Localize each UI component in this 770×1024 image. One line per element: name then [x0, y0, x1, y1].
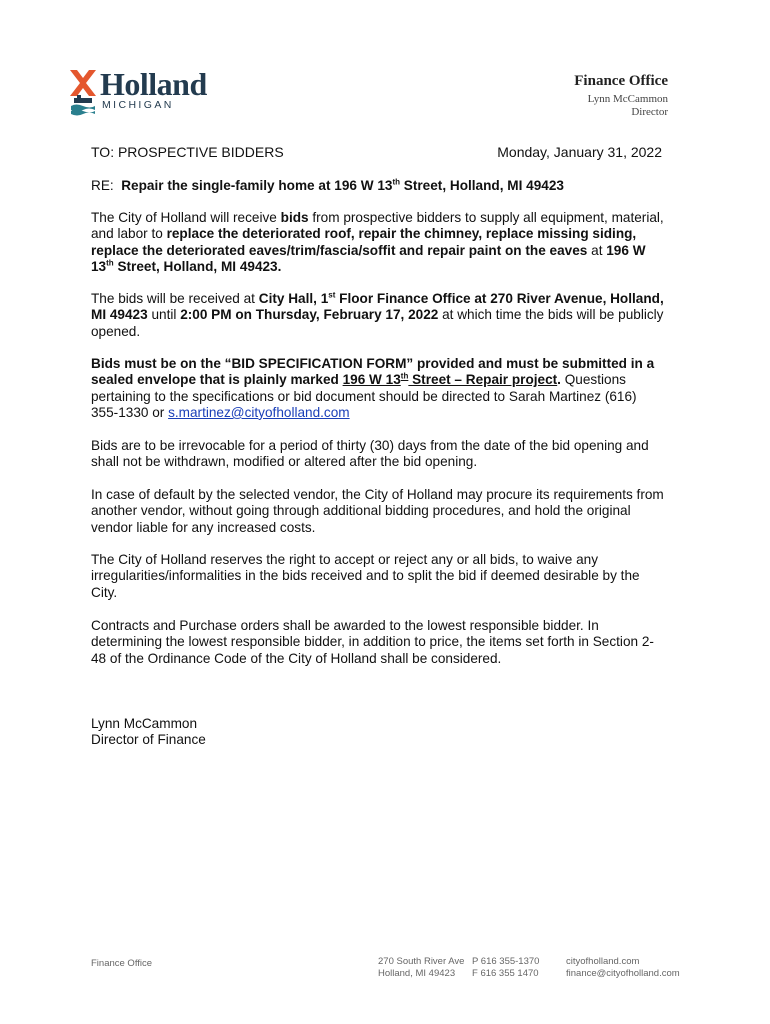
paragraph-award: Contracts and Purchase orders shall be awarded to the lowest responsible bidder. In determining the lowest responsible bidder, in addition to price, the items set forth in Section 2-48 of the Ordinance Code of the City of Holland shall be considered.	[91, 618, 654, 666]
p2-text-f: at which time the bids will be publicly opened.	[91, 307, 664, 339]
paragraph-irrevocable: Bids are to be irrevocable for a period of thirty (30) days from the date of the bid opening and shall not be withdrawn, modified or altered after the bid opening.	[91, 438, 649, 470]
signature-title: Director of Finance	[91, 732, 206, 748]
p1-text-c: from prospective bidders to supply all equipment, material, and labor to	[91, 210, 664, 242]
footer-phone: P 616 355-1370	[472, 956, 540, 967]
p2-bold-location: City Hall, 1	[258, 291, 329, 306]
p3-marking: 196 W 13	[342, 372, 401, 388]
contact-email-link[interactable]: s.martinez@cityofholland.com	[168, 404, 350, 420]
p1-bold-address-end: Street, Holland, MI 49423.	[113, 258, 282, 274]
re-label: RE:	[91, 178, 114, 193]
footer-address	[378, 956, 464, 980]
p1-sup: th	[106, 258, 114, 268]
office-role: Director	[631, 106, 668, 118]
paragraph-receipt	[91, 291, 666, 340]
holland-logo-icon	[68, 68, 98, 116]
p3-questions: Questions pertaining to the specifications or bid document should be directed to Sarah Martinez (616) 355-1330 or	[91, 372, 637, 420]
memo-to: TO: PROSPECTIVE BIDDERS	[91, 144, 284, 160]
logo-subtitle: MICHIGAN	[102, 99, 174, 111]
p2-bold-deadline: 2:00 PM on Thursday, February 17, 2022	[180, 307, 439, 323]
re-subject-sup: th	[392, 177, 401, 187]
p1-bold-address: 196 W 13	[91, 242, 646, 274]
p3-marking-end: Street – Repair project	[408, 372, 558, 388]
re-subject-part1: Repair the single-family home at 196 W 13	[121, 178, 393, 193]
p3-period: .	[557, 372, 561, 388]
p3-bold-intro: Bids must be on the “BID SPECIFICATION FORM” provided and must be submitted in a sealed envelope that is plainly marked	[91, 356, 655, 388]
signature-name: Lynn McCammon	[91, 716, 198, 731]
p3-sup: th	[400, 371, 409, 381]
logo-wordmark: Holland	[100, 66, 207, 102]
p2-text-a: The bids will be received at	[91, 291, 259, 306]
re-subject-part2: Street, Holland, MI 49423	[400, 178, 564, 193]
office-person: Lynn McCammon	[587, 93, 668, 105]
footer-address-line1: 270 South River Ave	[378, 956, 465, 967]
footer-phones	[472, 956, 539, 980]
paragraph-submission	[91, 356, 666, 421]
signature-block	[91, 716, 666, 749]
memo-date: Monday, January 31, 2022	[497, 144, 662, 160]
footer-email[interactable]: finance@cityofholland.com	[566, 968, 680, 979]
paragraph-scope	[91, 210, 666, 275]
footer-fax: F 616 355 1470	[472, 968, 539, 979]
p1-text-a: The City of Holland will receive	[91, 210, 281, 225]
p2-bold-location-end: Floor Finance Office at 270 River Avenue, Holland, MI 49423	[91, 291, 664, 323]
footer-office: Finance Office	[91, 958, 153, 969]
p1-bold-scope: replace the deteriorated roof, repair the chimney, replace missing siding, replace the deteriorated eaves/trim/fascia/soffit and repair paint on the eaves	[91, 226, 637, 258]
footer-contact	[566, 956, 680, 980]
paragraph-default: In case of default by the selected vendor, the City of Holland may procure its requirements from another vendor, without going through additional bidding procedures, and hold the original vendor liable for any increased costs.	[91, 487, 664, 535]
office-title: Finance Office	[574, 73, 668, 89]
p1-text-e: at	[587, 242, 607, 258]
paragraph-rights: The City of Holland reserves the right to accept or reject any or all bids, to waive any irregularities/informalities in the bids received and to split the bid if deemed desirable by the City.	[91, 552, 640, 600]
p2-sup: st	[328, 290, 336, 300]
p2-text-d: until	[147, 307, 181, 323]
p1-bold-bids: bids	[280, 210, 309, 225]
office-block	[574, 73, 668, 119]
footer-website[interactable]: cityofholland.com	[566, 956, 640, 967]
footer-address-line2: Holland, MI 49423	[378, 968, 456, 979]
memo-subject	[91, 178, 666, 194]
